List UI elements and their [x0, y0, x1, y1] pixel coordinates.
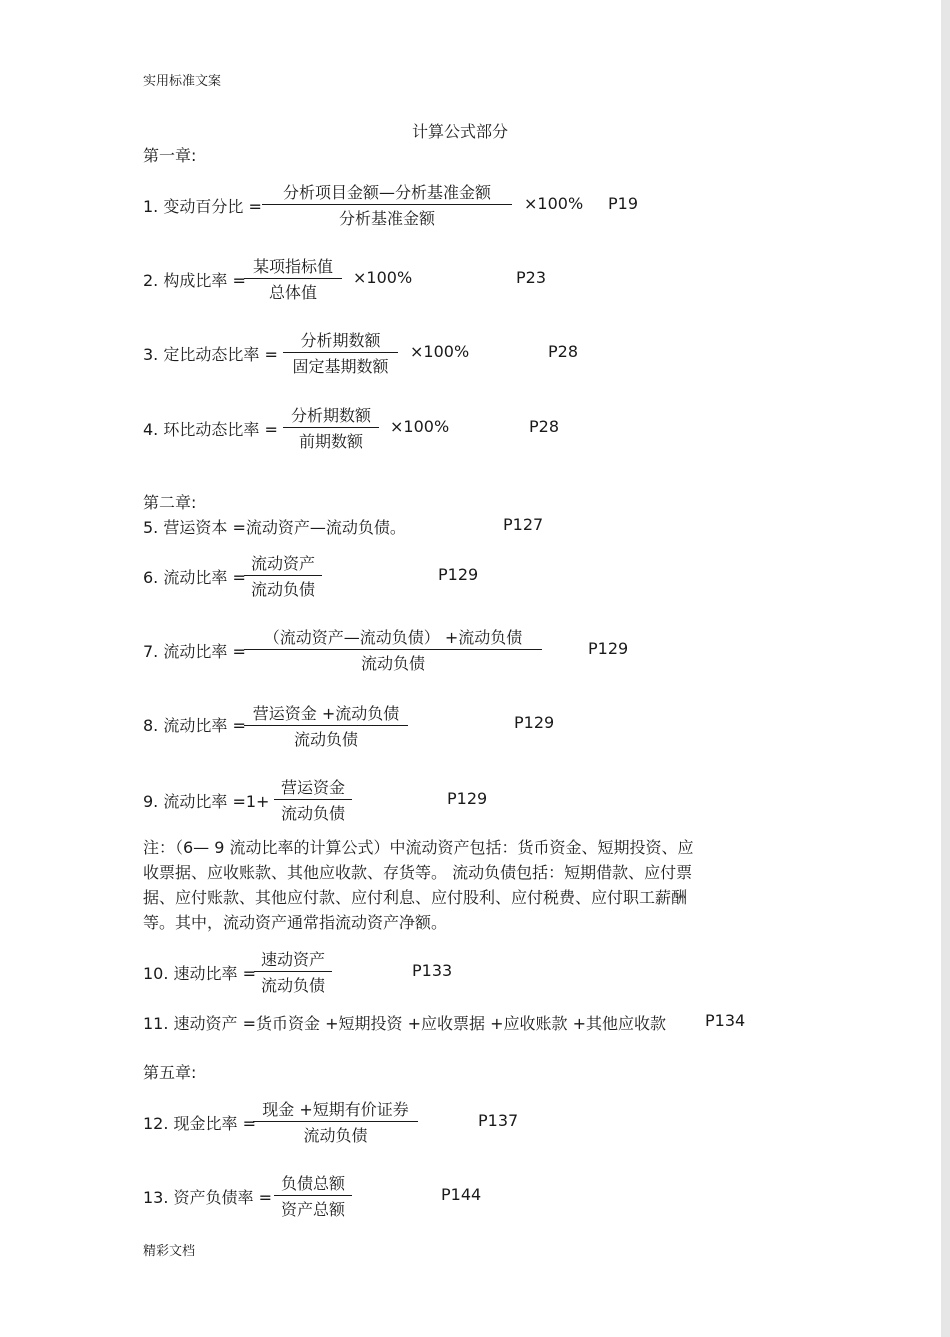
formula-4-page-ref: P28 — [529, 417, 560, 436]
formula-3-denominator: 固定基期数额 — [292, 357, 389, 376]
chapter-5-heading: 第五章: — [143, 1063, 197, 1082]
formula-2-denominator: 总体值 — [268, 283, 317, 302]
formula-4-label: 4. 环比动态比率 = — [143, 420, 278, 439]
formula-4-numerator: 分析期数额 — [290, 406, 371, 425]
fraction-bar — [262, 204, 512, 205]
formula-6-page-ref: P129 — [438, 565, 479, 584]
formula-13-fraction — [274, 1171, 352, 1221]
formula-2-page-ref: P23 — [516, 268, 547, 287]
formula-12-label: 12. 现金比率 = — [143, 1114, 257, 1133]
formula-5-page-ref: P127 — [503, 515, 544, 534]
fraction-bar — [253, 1121, 418, 1122]
formula-9-label: 9. 流动比率 =1+ — [143, 792, 270, 811]
formula-11-page-ref: P134 — [705, 1011, 746, 1030]
formula-8-denominator: 流动负债 — [293, 730, 358, 749]
formula-3-page-ref: P28 — [548, 342, 579, 361]
formula-13-numerator: 负债总额 — [280, 1174, 345, 1193]
fraction-bar — [244, 649, 542, 650]
formula-13-denominator: 资产总额 — [280, 1200, 345, 1219]
formula-3-numerator: 分析期数额 — [300, 331, 381, 350]
formula-3-fraction — [283, 328, 398, 378]
formula-8-label: 8. 流动比率 = — [143, 716, 246, 735]
fraction-bar — [283, 352, 398, 353]
formula-6-denominator: 流动负债 — [250, 580, 315, 599]
fraction-bar — [274, 1195, 352, 1196]
formula-1-label: 1. 变动百分比 = — [143, 197, 262, 216]
formula-4-fraction — [283, 403, 379, 453]
fraction-bar — [254, 971, 332, 972]
fraction-bar — [244, 575, 322, 576]
formula-11-text: 11. 速动资产 =货币资金 +短期投资 +应收票据 +应收账款 +其他应收款 — [143, 1014, 666, 1033]
formula-10-numerator: 速动资产 — [260, 950, 325, 969]
formula-4-denominator: 前期数额 — [298, 432, 363, 451]
formula-9-denominator: 流动负债 — [280, 804, 345, 823]
formula-12-page-ref: P137 — [478, 1111, 519, 1130]
chapter-1-heading: 第一章: — [143, 146, 197, 165]
formula-6-fraction — [244, 551, 322, 601]
page-edge-strip — [941, 0, 950, 1337]
formula-12-fraction — [253, 1097, 418, 1147]
formula-7-fraction — [244, 625, 542, 675]
formula-1-denominator: 分析基准金额 — [338, 209, 435, 228]
chapter-2-heading: 第二章: — [143, 493, 197, 512]
page-footer: 精彩文档 — [143, 1244, 196, 1259]
formula-2-fraction — [244, 254, 342, 304]
note-line: 等。其中，流动资产通常指流动资产净额。 — [143, 913, 448, 932]
formula-6-numerator: 流动资产 — [250, 554, 315, 573]
page-title: 计算公式部分 — [412, 122, 509, 141]
formula-12-numerator: 现金 +短期有价证券 — [262, 1100, 409, 1119]
formula-9-page-ref: P129 — [447, 789, 488, 808]
formula-1-multiplier: ×100% — [524, 194, 584, 213]
note-line: 收票据、应收账款、其他应收款、存货等。 流动负债包括：短期借款、应付票 — [143, 863, 693, 882]
formula-7-numerator: （流动资产—流动负债） +流动负债 — [263, 628, 523, 647]
formula-1-numerator: 分析项目金额—分析基准金额 — [282, 183, 491, 202]
formula-1-fraction — [262, 180, 512, 230]
formula-7-page-ref: P129 — [588, 639, 629, 658]
note-line: 注：（6— 9 流动比率的计算公式）中流动资产包括：货币资金、短期投资、应 — [143, 838, 694, 857]
formula-7-denominator: 流动负债 — [360, 654, 425, 673]
formula-10-denominator: 流动负债 — [260, 976, 325, 995]
formula-2-label: 2. 构成比率 = — [143, 271, 246, 290]
formula-12-denominator: 流动负债 — [303, 1126, 368, 1145]
formula-3-multiplier: ×100% — [410, 342, 470, 361]
page-header: 实用标准文案 — [143, 74, 222, 89]
note-paragraph — [143, 835, 694, 935]
formula-9-numerator: 营运资金 — [280, 778, 345, 797]
formula-10-fraction — [254, 947, 332, 997]
formula-9-fraction — [274, 775, 352, 825]
formula-8-page-ref: P129 — [514, 713, 555, 732]
formula-4-multiplier: ×100% — [390, 417, 450, 436]
fraction-bar — [244, 278, 342, 279]
fraction-bar — [283, 427, 379, 428]
formula-6-label: 6. 流动比率 = — [143, 568, 246, 587]
formula-3-label: 3. 定比动态比率 = — [143, 345, 278, 364]
formula-10-label: 10. 速动比率 = — [143, 964, 257, 983]
formula-10-page-ref: P133 — [412, 961, 453, 980]
formula-2-numerator: 某项指标值 — [252, 257, 333, 276]
formula-8-numerator: 营运资金 +流动负债 — [252, 704, 400, 723]
formula-1-page-ref: P19 — [608, 194, 639, 213]
formula-2-multiplier: ×100% — [353, 268, 413, 287]
note-line: 据、应付账款、其他应付款、应付利息、应付股利、应付税费、应付职工薪酬 — [143, 888, 688, 907]
fraction-bar — [274, 799, 352, 800]
formula-5-text: 5. 营运资本 =流动资产—流动负债。 — [143, 518, 406, 537]
formula-13-label: 13. 资产负债率 = — [143, 1188, 273, 1207]
fraction-bar — [244, 725, 408, 726]
formula-13-page-ref: P144 — [441, 1185, 482, 1204]
formula-7-label: 7. 流动比率 = — [143, 642, 246, 661]
formula-8-fraction — [244, 701, 408, 751]
